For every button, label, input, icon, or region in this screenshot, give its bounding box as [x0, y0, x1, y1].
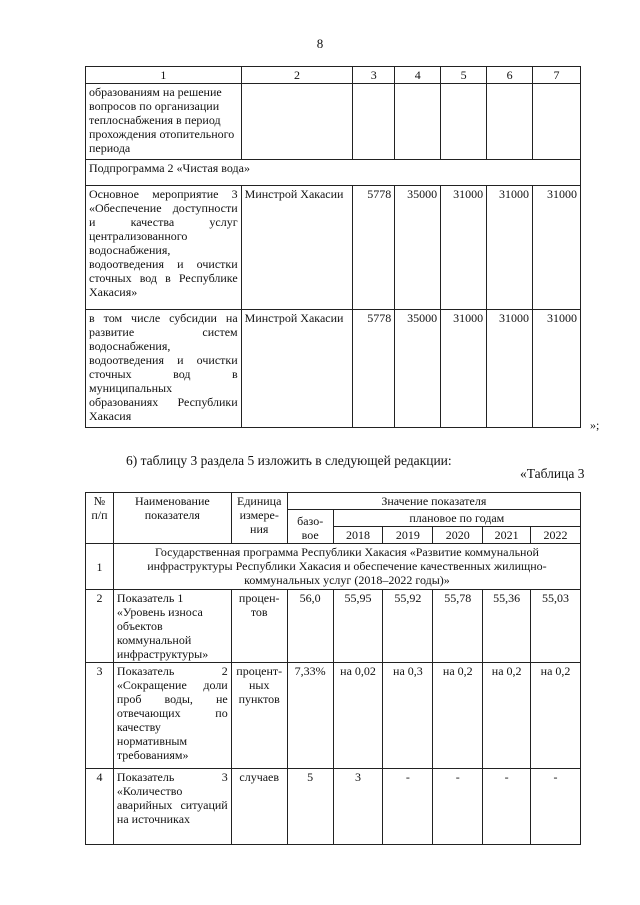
row-num: 4 — [86, 769, 114, 845]
cell-value: 31000 — [487, 310, 533, 428]
cell-value: 56,0 — [287, 590, 333, 663]
col-header: 4 — [395, 67, 441, 84]
col-header: 3 — [353, 67, 395, 84]
table-caption: «Таблица 3 — [520, 466, 585, 481]
row-num: 2 — [86, 590, 114, 663]
table-row — [86, 310, 581, 428]
row-name: Показатель 3 «Количество аварийных ситуаций на источниках — [113, 769, 231, 845]
cell-value: на 0,3 — [383, 663, 433, 769]
col-header-year: 2019 — [383, 527, 433, 544]
col-header-year: 2018 — [333, 527, 383, 544]
row-num: 1 — [86, 544, 114, 590]
cell-value: - — [433, 769, 483, 845]
cell-value: 5 — [287, 769, 333, 845]
row-name: Показатель 1 «Уровень износа объектов коммунальной инфраструктуры» — [113, 590, 231, 663]
subprogram-row — [86, 160, 581, 186]
table-row — [86, 186, 581, 310]
cell-value: 31000 — [533, 310, 581, 428]
cell-value: 55,95 — [333, 590, 383, 663]
table-row — [86, 590, 581, 663]
cell-value: 31000 — [487, 186, 533, 310]
cell-value: 31000 — [441, 186, 487, 310]
cell-value: 35000 — [395, 310, 441, 428]
table-row — [86, 663, 581, 769]
cell-value: 7,33% — [287, 663, 333, 769]
row-unit: процент-ных пунктов — [231, 663, 287, 769]
indicators-table — [85, 492, 581, 845]
cell-value: - — [531, 769, 581, 845]
cell-value: 55,92 — [383, 590, 433, 663]
cell-value: на 0,02 — [333, 663, 383, 769]
row-num: 3 — [86, 663, 114, 769]
cell-value: - — [383, 769, 433, 845]
row-executor: Минстрой Хакасии — [241, 186, 353, 310]
cell-value: 5778 — [353, 186, 395, 310]
table-header-row — [86, 67, 581, 84]
col-header-year: 2022 — [531, 527, 581, 544]
program-row — [86, 544, 581, 590]
table-header-row — [86, 493, 581, 510]
col-header-base: базо-вое — [287, 510, 333, 544]
cell-value: 3 — [333, 769, 383, 845]
cell-value: на 0,2 — [531, 663, 581, 769]
program-title: Государственная программа Республики Хакасия «Развитие коммунальной инфраструктуры Республики Хакасия и обеспечение качественных жилищно-коммунальных услуг (2018–2022 годы)» — [113, 544, 580, 590]
cell-value: 35000 — [395, 186, 441, 310]
cell-value: - — [483, 769, 531, 845]
col-header: 1 — [86, 67, 242, 84]
col-header: 7 — [533, 67, 581, 84]
row-name: Показатель 2 «Сокращение доли проб воды, не отвечающих по качеству нормативным требованиям» — [113, 663, 231, 769]
closing-quote: »; — [590, 418, 600, 432]
row-name: Основное мероприятие 3 «Обеспечение доступности и качества услуг централизованного водоснабжения, водоотведения и очистки сточных вод в Республике Хакасия» — [86, 186, 242, 310]
col-header-year: 2021 — [483, 527, 531, 544]
cell-value: на 0,2 — [483, 663, 531, 769]
row-unit: случаев — [231, 769, 287, 845]
row-unit: процен-тов — [231, 590, 287, 663]
cell-value: 55,03 — [531, 590, 581, 663]
col-header-name: Наименование показателя — [113, 493, 231, 544]
col-header-unit: Единица измере-ния — [231, 493, 287, 544]
cell-value: 55,78 — [433, 590, 483, 663]
subprogram-title: Подпрограмма 2 «Чистая вода» — [86, 160, 581, 186]
table-row — [86, 769, 581, 845]
row-executor: Минстрой Хакасии — [241, 310, 353, 428]
col-header-value: Значение показателя — [287, 493, 580, 510]
col-header: 2 — [241, 67, 353, 84]
page-number: 8 — [316, 36, 324, 51]
col-header: 6 — [487, 67, 533, 84]
row-name: в том числе субсидии на развитие систем водоснабжения, водоотведения и очистки сточных вод в муниципальных образованиях Республики Хакасия — [86, 310, 242, 428]
col-header-plan: плановое по годам — [333, 510, 580, 527]
row-name: образованиям на решение вопросов по организации теплоснабжения в период прохождения отопительного периода — [86, 84, 242, 160]
table-row — [86, 84, 581, 160]
cell-value: 5778 — [353, 310, 395, 428]
cell-value: на 0,2 — [433, 663, 483, 769]
cell-value: 31000 — [533, 186, 581, 310]
col-header: 5 — [441, 67, 487, 84]
cell-value: 31000 — [441, 310, 487, 428]
paragraph-text: 6) таблицу 3 раздела 5 изложить в следующей редакции: — [126, 453, 452, 468]
col-header-year: 2020 — [433, 527, 483, 544]
table-continued — [85, 66, 581, 428]
cell-value: 55,36 — [483, 590, 531, 663]
col-header-num: № п/п — [86, 493, 114, 544]
